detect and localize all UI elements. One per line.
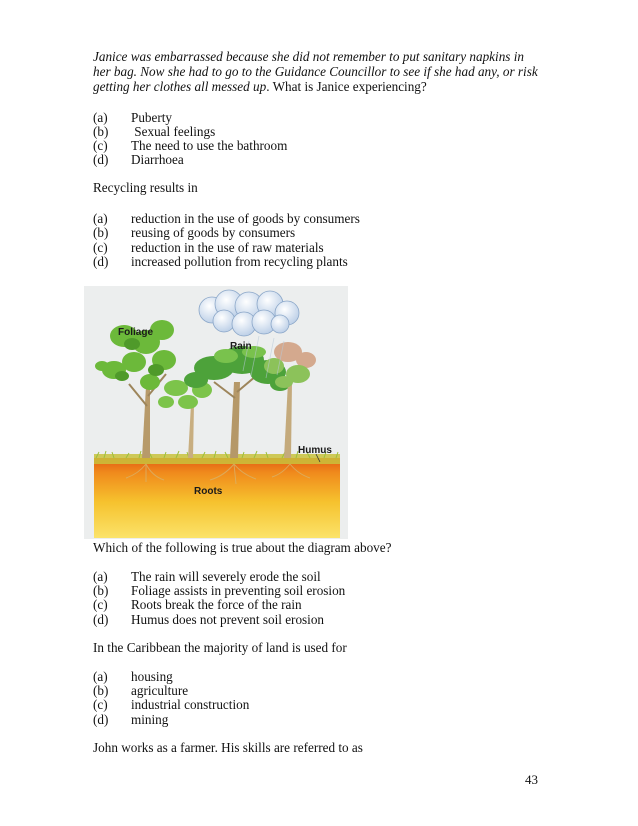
option-label: (b) — [93, 583, 109, 598]
roots-label: Roots — [194, 486, 223, 497]
question-2-option-d — [93, 254, 348, 269]
option-label: (c) — [93, 697, 108, 712]
rain-label: Rain — [230, 341, 252, 352]
question-1-option-a — [93, 110, 172, 125]
option-text: Sexual feelings — [131, 124, 216, 139]
question-5-stem: John works as a farmer. His skills are referred to as — [93, 740, 363, 755]
option-label: (b) — [93, 225, 109, 240]
soil-layer — [94, 458, 340, 538]
question-2-stem: Recycling results in — [93, 180, 198, 195]
option-label: (c) — [93, 597, 108, 612]
question-4-stem: In the Caribbean the majority of land is used for — [93, 640, 347, 655]
option-label: (d) — [93, 612, 109, 627]
question-3-option-c — [93, 597, 302, 612]
option-label: (a) — [93, 669, 108, 684]
soil-erosion-diagram — [84, 286, 348, 539]
option-label: (c) — [93, 138, 108, 153]
question-2-option-b — [93, 225, 295, 240]
option-text: The need to use the bathroom — [131, 138, 288, 153]
question-2-option-a — [93, 211, 360, 226]
option-text: agriculture — [131, 683, 189, 698]
humus-label: Humus — [298, 445, 332, 456]
option-label: (a) — [93, 211, 108, 226]
question-1-option-c — [93, 138, 287, 153]
question-3-stem: Which of the following is true about the diagram above? — [93, 540, 392, 555]
option-label: (c) — [93, 240, 108, 255]
question-4-option-b — [93, 683, 188, 698]
option-text: mining — [131, 712, 169, 727]
foliage-label: Foliage — [118, 327, 154, 338]
option-text: increased pollution from recycling plants — [131, 254, 348, 269]
question-1-stem-line-2: her bag. Now she had to go to the Guidance Councillor to see if she had any, or risk — [93, 64, 538, 79]
option-label: (a) — [93, 569, 108, 584]
question-2-option-c — [93, 240, 324, 255]
question-1-stem-line-3 — [93, 79, 427, 94]
option-label: (d) — [93, 254, 109, 269]
option-text: Humus does not prevent soil erosion — [131, 612, 325, 627]
option-text: Foliage assists in preventing soil erosion — [131, 583, 346, 598]
option-label: (b) — [93, 124, 109, 139]
question-3-option-d — [93, 612, 324, 627]
question-1-option-d — [93, 152, 184, 167]
question-4-option-d — [93, 712, 168, 727]
question-1-stem-line-1: Janice was embarrassed because she did not remember to put sanitary napkins in — [93, 49, 524, 64]
question-1-stem-italic-end: getting her clothes all messed up — [93, 79, 267, 94]
question-3-option-a — [93, 569, 321, 584]
page-number: 43 — [525, 772, 538, 787]
option-text: industrial construction — [131, 697, 250, 712]
question-3-option-b — [93, 583, 345, 598]
option-text: reduction in the use of goods by consumers — [131, 211, 360, 226]
option-text: The rain will severely erode the soil — [131, 569, 321, 584]
option-label: (d) — [93, 152, 109, 167]
option-text: Puberty — [131, 110, 173, 125]
option-text: Roots break the force of the rain — [131, 597, 302, 612]
question-1-question-text: . What is Janice experiencing? — [266, 79, 427, 94]
option-text: Diarrhoea — [131, 152, 184, 167]
option-text: reusing of goods by consumers — [131, 225, 296, 240]
option-label: (a) — [93, 110, 108, 125]
question-1-option-b — [93, 124, 215, 139]
option-text: housing — [131, 669, 173, 684]
option-text: reduction in the use of raw materials — [131, 240, 324, 255]
question-4-option-a — [93, 669, 173, 684]
option-label: (d) — [93, 712, 109, 727]
question-4-option-c — [93, 697, 249, 712]
option-label: (b) — [93, 683, 109, 698]
